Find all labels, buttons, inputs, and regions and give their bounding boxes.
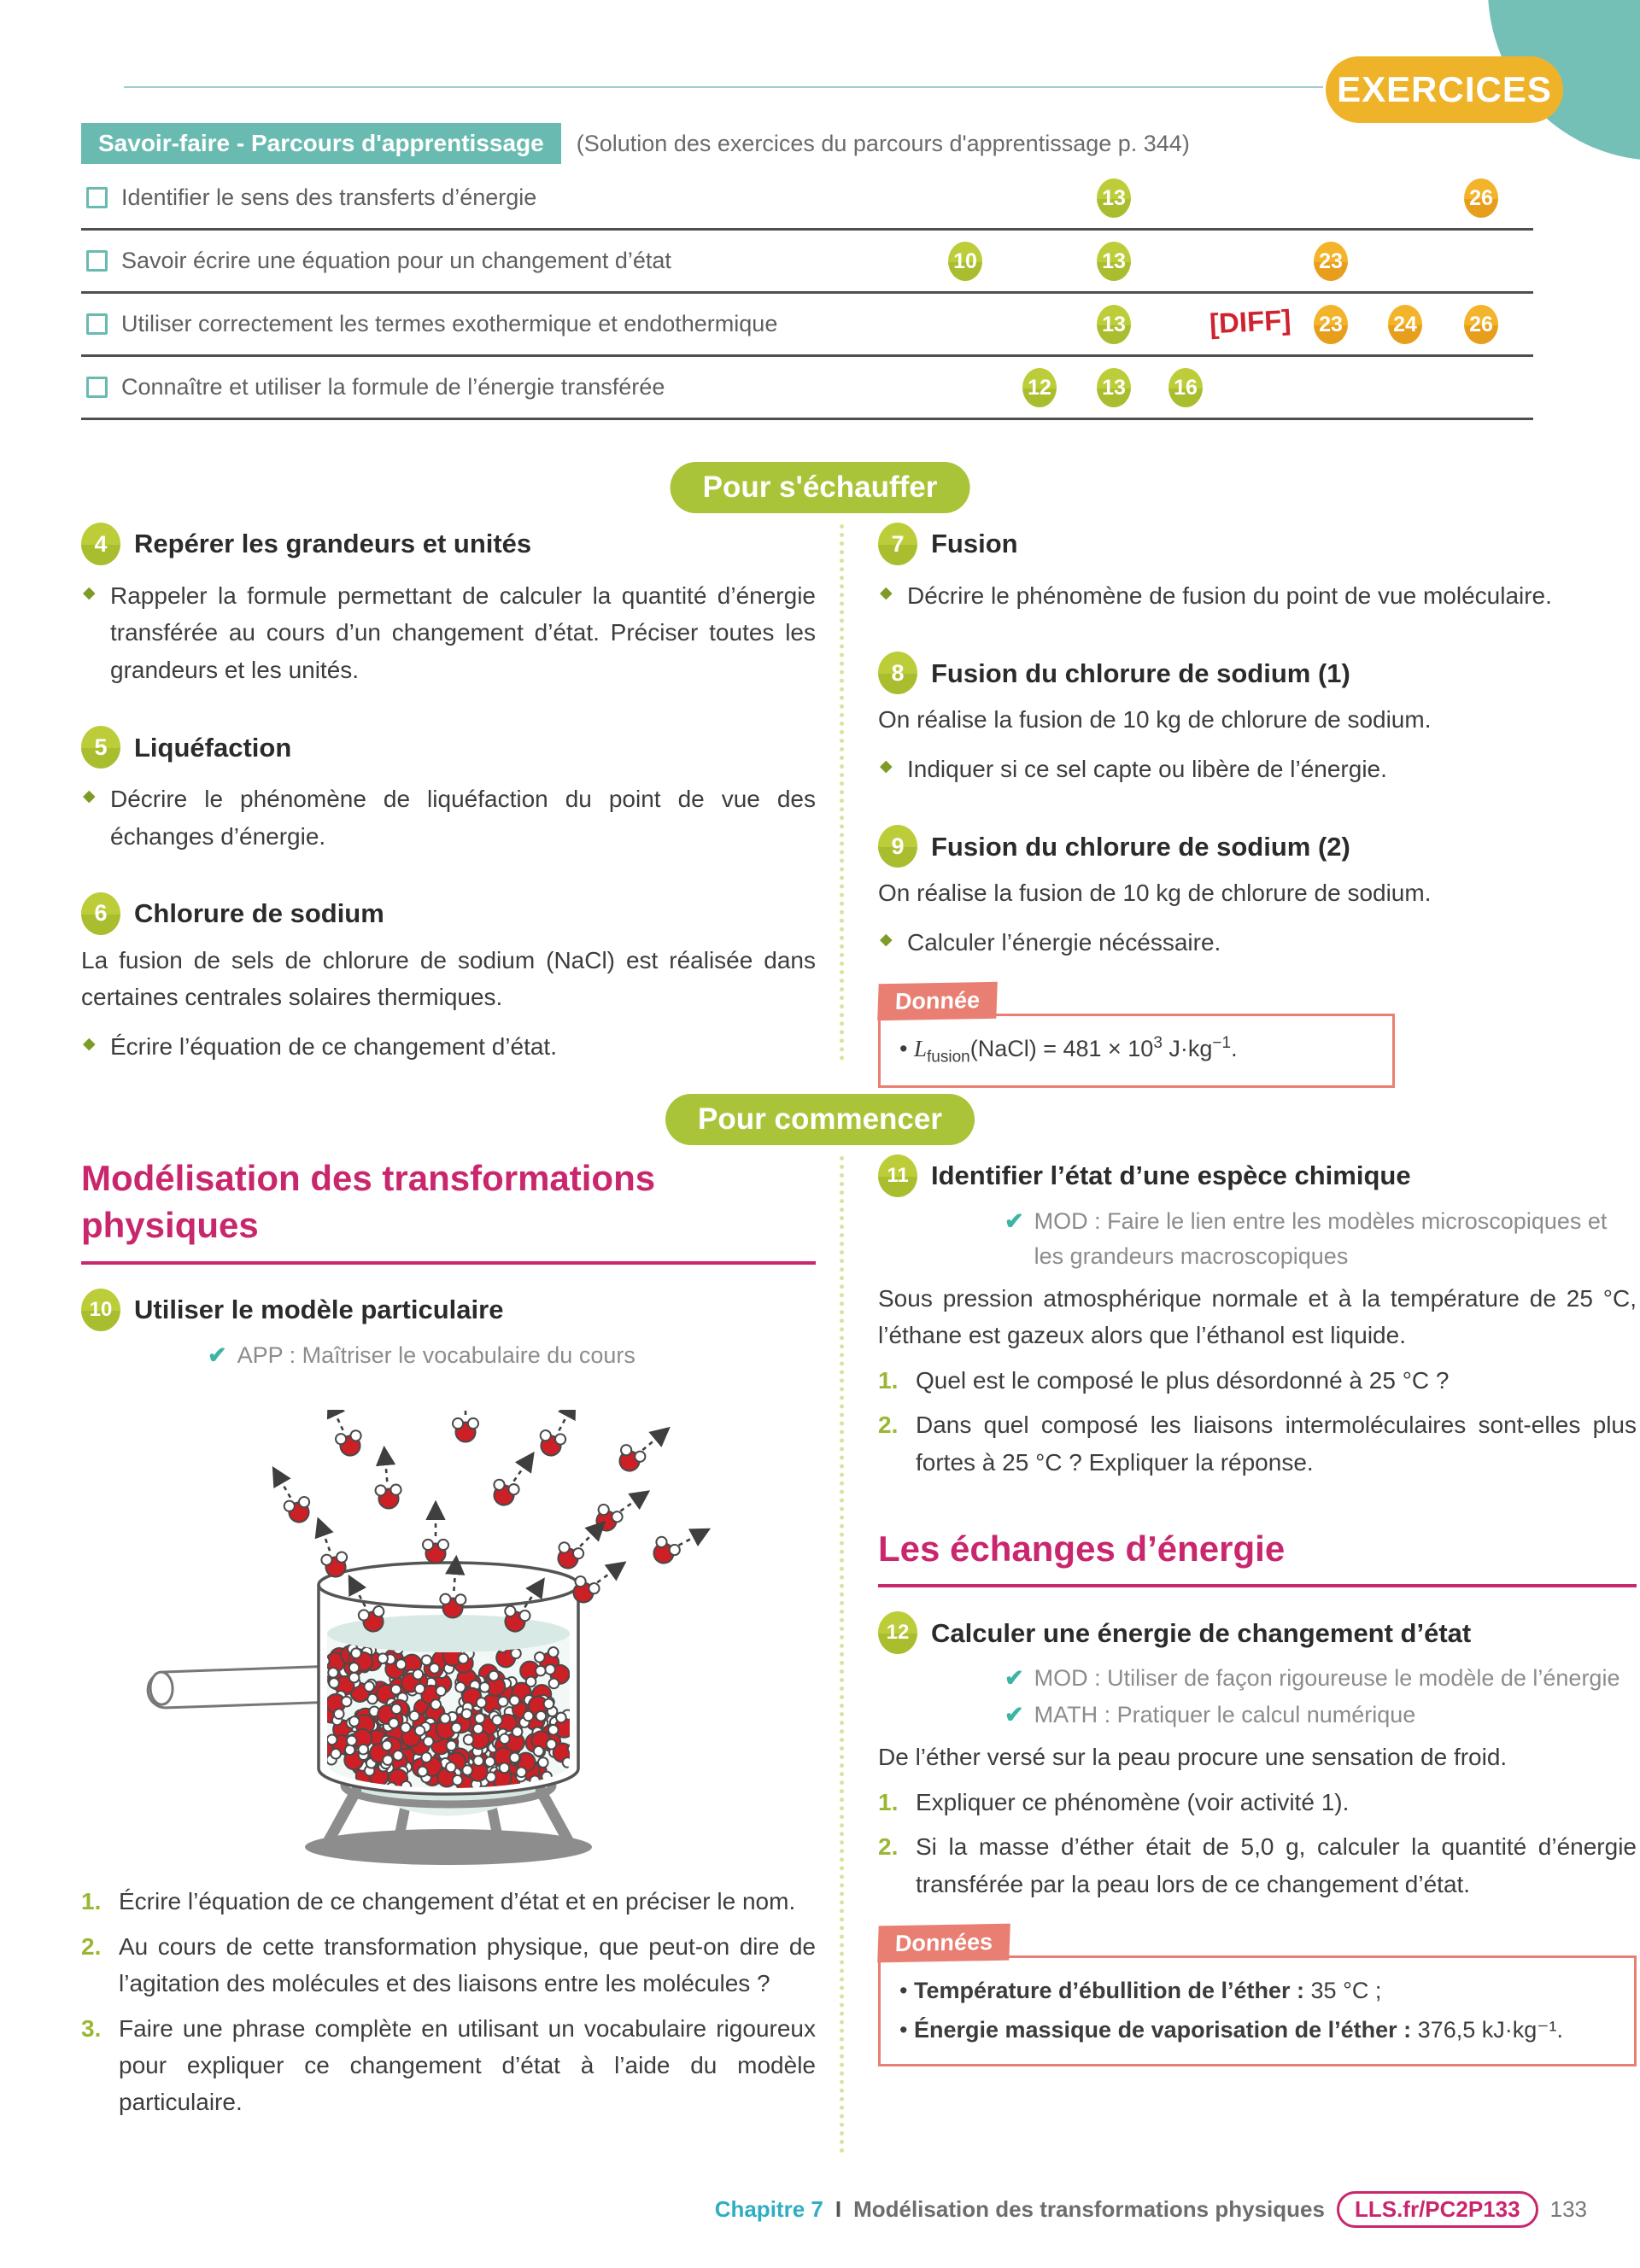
exercise-ref-badge: 16 — [1168, 368, 1203, 407]
page-footer — [0, 2191, 1587, 2228]
skills-table-title: Savoir-faire - Parcours d'apprentissage — [81, 123, 561, 164]
data-line: • Température d’ébullition de l’éther : 35 °C ; — [899, 1977, 1382, 2003]
checkbox-icon — [86, 377, 108, 398]
exercise-ref-badge: 26 — [1464, 178, 1498, 218]
exercise — [81, 523, 816, 688]
exercise-header — [878, 1611, 1637, 1654]
water-molecule — [283, 1496, 313, 1525]
exercise-10-questions — [81, 1883, 816, 2120]
competency-line — [1004, 1661, 1637, 1696]
diamond-bullet-icon: ◆ — [83, 787, 96, 806]
question-text: Quel est le composé le plus désordonné à 25 °C ? — [916, 1366, 1450, 1394]
exercise — [878, 825, 1630, 1087]
exercise-number-badge: 5 — [81, 726, 120, 769]
exercise-ref-badge: 23 — [1314, 242, 1348, 281]
question-number: 2. — [878, 1412, 899, 1439]
footer-link-code[interactable]: LLS.fr/PC2P133 — [1337, 2191, 1538, 2228]
starter-right-column — [878, 1154, 1637, 2104]
footer-chapter: Chapitre 7 — [714, 2196, 823, 2222]
bullet-text: Rappeler la formule permettant de calculer la quantité d’énergie transférée au cours d’un changement d’état. Préciser toutes les grandeurs et les unités. — [110, 582, 816, 683]
exercise-ref-badge: 23 — [1314, 305, 1348, 344]
data-box-wrap — [878, 1925, 1637, 2066]
starter-left-column — [81, 1154, 816, 2129]
skill-row — [81, 294, 1533, 357]
bullet-item — [81, 780, 816, 855]
check-icon: ✔ — [1004, 1208, 1024, 1234]
bullet-item — [878, 924, 1630, 961]
bullet-text: Indiquer si ce sel capte ou libère de l’énergie. — [907, 755, 1387, 782]
skills-rows — [81, 167, 1533, 420]
exercise-ref-badge: 12 — [1022, 368, 1057, 407]
diamond-bullet-icon: ◆ — [880, 584, 893, 602]
diamond-bullet-icon: ◆ — [83, 1034, 96, 1053]
competency-tag: MOD : Faire le lien entre les modèles microscopiques et les grandeurs macroscopiques — [1034, 1208, 1608, 1269]
skill-row — [81, 231, 1533, 294]
water-molecule — [453, 1418, 478, 1442]
question — [81, 1883, 816, 1920]
question — [81, 1928, 816, 2002]
exercise — [81, 726, 816, 855]
exercise-title: Fusion du chlorure de sodium (1) — [931, 658, 1350, 688]
exercise-number-badge: 10 — [81, 1289, 120, 1331]
exercise-ref-badge: 13 — [1097, 368, 1131, 407]
section-title-energy: Les échanges d’énergie — [878, 1525, 1637, 1587]
water-molecule — [614, 1443, 647, 1476]
water-molecule — [489, 1479, 520, 1509]
exercise — [878, 652, 1630, 787]
check-icon: ✔ — [208, 1342, 227, 1368]
warmup-left-column — [81, 523, 816, 1102]
skill-row — [81, 357, 1533, 420]
question-number: 1. — [878, 1366, 899, 1394]
water-molecule — [423, 1540, 448, 1564]
exercise-body: La fusion de sels de chlorure de sodium (NaCl) est réalisée dans certaines centrales solaires thermiques. — [81, 946, 816, 1011]
exercise-number-badge: 12 — [878, 1611, 917, 1654]
exercises-banner: EXERCICES — [1326, 56, 1563, 123]
exercise-ref-badge: 24 — [1388, 305, 1422, 344]
question-text: Si la masse d’éther était de 5,0 g, calculer la quantité d’énergie transférée par la peau lors de ce changement d’état. — [916, 1833, 1637, 1897]
water-molecule — [590, 1503, 624, 1535]
question — [878, 1406, 1637, 1481]
column-divider — [840, 1156, 844, 2154]
footer-chapter-title: Modélisation des transformations physiques — [853, 2196, 1325, 2222]
question-number: 1. — [81, 1888, 102, 1915]
skills-table-note: (Solution des exercices du parcours d'apprentissage p. 344) — [576, 130, 1190, 156]
question — [878, 1828, 1637, 1903]
skills-table-header — [81, 123, 1533, 164]
exercise-header — [81, 726, 816, 769]
exercise — [81, 892, 816, 1065]
diamond-bullet-icon: ◆ — [880, 757, 893, 775]
data-box — [878, 1955, 1637, 2066]
question — [878, 1784, 1637, 1821]
exercise-header — [878, 825, 1630, 868]
exercise — [878, 1154, 1637, 1481]
exercise-title: Fusion — [931, 529, 1018, 559]
exercise-title: Chlorure de sodium — [134, 898, 384, 929]
data-box-wrap — [878, 983, 1630, 1088]
bullet-text: Calculer l’énergie nécéssaire. — [907, 928, 1221, 956]
saucepan-illustration — [107, 1410, 816, 1875]
exercise-header — [878, 652, 1630, 694]
check-icon: ✔ — [1004, 1701, 1024, 1727]
water-molecule — [647, 1535, 682, 1569]
exercise-body: Sous pression atmosphérique normale et à la température de 25 °C, l’éthane est gazeux alors que l’éthanol est liquide. — [878, 1285, 1637, 1349]
exercise — [878, 1611, 1637, 2066]
exercise — [81, 1289, 816, 1373]
exercise-title: Utiliser le modèle particulaire — [134, 1295, 504, 1325]
exercise-12-slot — [878, 1611, 1637, 2066]
diamond-bullet-icon: ◆ — [880, 930, 893, 949]
water-molecule — [335, 1429, 365, 1458]
question-text: Écrire l’équation de ce changement d’état et en préciser le nom. — [119, 1888, 796, 1915]
skill-label: Utiliser correctement les termes exothermique et endothermique — [121, 311, 778, 336]
saucepan-svg — [107, 1410, 756, 1871]
question-text: Expliquer ce phénomène (voir activité 1). — [916, 1788, 1350, 1815]
question-text: Dans quel composé les liaisons intermoléculaires sont-elles plus fortes à 25 °C ? Expliquer la réponse. — [916, 1412, 1637, 1476]
competency-tag: MOD : Utiliser de façon rigoureuse le modèle de l’énergie — [1034, 1665, 1620, 1692]
exercise-number-badge: 6 — [81, 892, 120, 935]
exercise-body: De l’éther versé sur la peau procure une sensation de froid. — [878, 1744, 1508, 1771]
skill-label: Connaître et utiliser la formule de l’énergie transférée — [121, 374, 665, 400]
competency-line — [1004, 1204, 1637, 1273]
exercise-10-slot — [81, 1289, 816, 1373]
header-rule — [124, 86, 1323, 88]
exercise-header — [878, 1154, 1637, 1197]
checkbox-icon — [86, 313, 108, 335]
bullet-item — [878, 577, 1630, 614]
exercise-header — [81, 1289, 816, 1331]
exercise-title: Repérer les grandeurs et unités — [134, 529, 532, 559]
exercise-ref-badge: 13 — [1097, 242, 1131, 281]
exercise-number-badge: 8 — [878, 652, 917, 694]
bullet-text: Décrire le phénomène de liquéfaction du point de vue des échanges d’énergie. — [110, 786, 816, 850]
exercise-number-badge: 4 — [81, 523, 120, 565]
data-box-label: Données — [877, 1924, 1010, 1963]
data-box — [878, 1014, 1395, 1088]
bullet-text: Écrire l’équation de ce changement d’état. — [110, 1032, 557, 1060]
exercise-title: Fusion du chlorure de sodium (2) — [931, 831, 1350, 862]
diamond-bullet-icon: ◆ — [83, 584, 96, 602]
diff-stamp: [DIFF] — [1209, 303, 1292, 340]
exercise-ref-badge: 13 — [1097, 305, 1131, 344]
checkbox-icon — [86, 187, 108, 208]
check-icon: ✔ — [1004, 1665, 1024, 1692]
exercise — [878, 523, 1630, 614]
data-line: • Énergie massique de vaporisation de l’éther : 376,5 kJ·kg⁻¹. — [899, 2016, 1563, 2043]
water-molecule — [536, 1429, 567, 1458]
question-number: 2. — [81, 1932, 102, 1960]
exercise-title: Liquéfaction — [134, 732, 292, 763]
bullet-item — [878, 751, 1630, 787]
exercise-number-badge: 7 — [878, 523, 917, 565]
exercise-header — [878, 523, 1630, 565]
section-title-transformations: Modélisation des transformations physiques — [81, 1154, 816, 1265]
data-box-label: Donnée — [877, 982, 998, 1020]
footer-page-number: 133 — [1549, 2196, 1587, 2222]
exercise-body: On réalise la fusion de 10 kg de chlorure de sodium. — [878, 706, 1432, 734]
water-molecule — [375, 1485, 401, 1510]
bullet-item — [81, 1028, 816, 1065]
exercise-ref-badge: 26 — [1464, 305, 1498, 344]
column-divider — [840, 524, 844, 1061]
skill-row — [81, 167, 1533, 231]
question-number: 2. — [878, 1833, 899, 1861]
water-molecule — [320, 1552, 349, 1579]
exercise-number-badge: 11 — [878, 1154, 917, 1197]
competency-line — [208, 1338, 816, 1373]
exercise-title: Identifier l’état d’une espèce chimique — [931, 1160, 1411, 1191]
competency-tag: MATH : Pratiquer le calcul numérique — [1034, 1701, 1416, 1727]
data-formula: • $L_{fusion}(NaCl) = 481 \times 10^3$ $J\cdot kg^{-1}$. — [899, 1033, 1238, 1067]
skill-label: Identifier le sens des transferts d’énergie — [121, 184, 537, 210]
exercise-11-slot — [878, 1154, 1637, 1481]
question-number: 3. — [81, 2014, 102, 2042]
question — [878, 1362, 1637, 1399]
exercise-number-badge: 9 — [878, 825, 917, 868]
exercise-ref-badge: 13 — [1097, 178, 1131, 218]
warmup-right-column — [878, 523, 1630, 1125]
warmup-section-pill: Pour s'échauffer — [671, 462, 970, 513]
bullet-text: Décrire le phénomène de fusion du point de vue moléculaire. — [907, 582, 1552, 609]
question-text: Au cours de cette transformation physique, que peut-on dire de l’agitation des molécules et des liaisons entre les molécules ? — [119, 1932, 816, 1997]
exercise-body: On réalise la fusion de 10 kg de chlorure de sodium. — [878, 880, 1432, 907]
question-number: 1. — [878, 1788, 899, 1815]
exercise-title: Calculer une énergie de changement d’état — [931, 1617, 1472, 1648]
exercise-header — [81, 892, 816, 935]
question — [81, 2010, 816, 2121]
skill-label: Savoir écrire une équation pour un changement d’état — [121, 248, 671, 273]
competency-line — [1004, 1698, 1637, 1733]
starter-section-pill: Pour commencer — [665, 1094, 975, 1145]
skills-table — [81, 123, 1533, 420]
bullet-item — [81, 577, 816, 688]
exercise-ref-badge: 10 — [948, 242, 982, 281]
footer-separator: I — [835, 2196, 842, 2222]
exercise-header — [81, 523, 816, 565]
checkbox-icon — [86, 250, 108, 272]
question-text: Faire une phrase complète en utilisant un vocabulaire rigoureux pour expliquer ce changement d’état à l’aide du modèle particulaire. — [119, 2014, 816, 2116]
competency-tag: APP : Maîtriser le vocabulaire du cours — [237, 1342, 636, 1368]
